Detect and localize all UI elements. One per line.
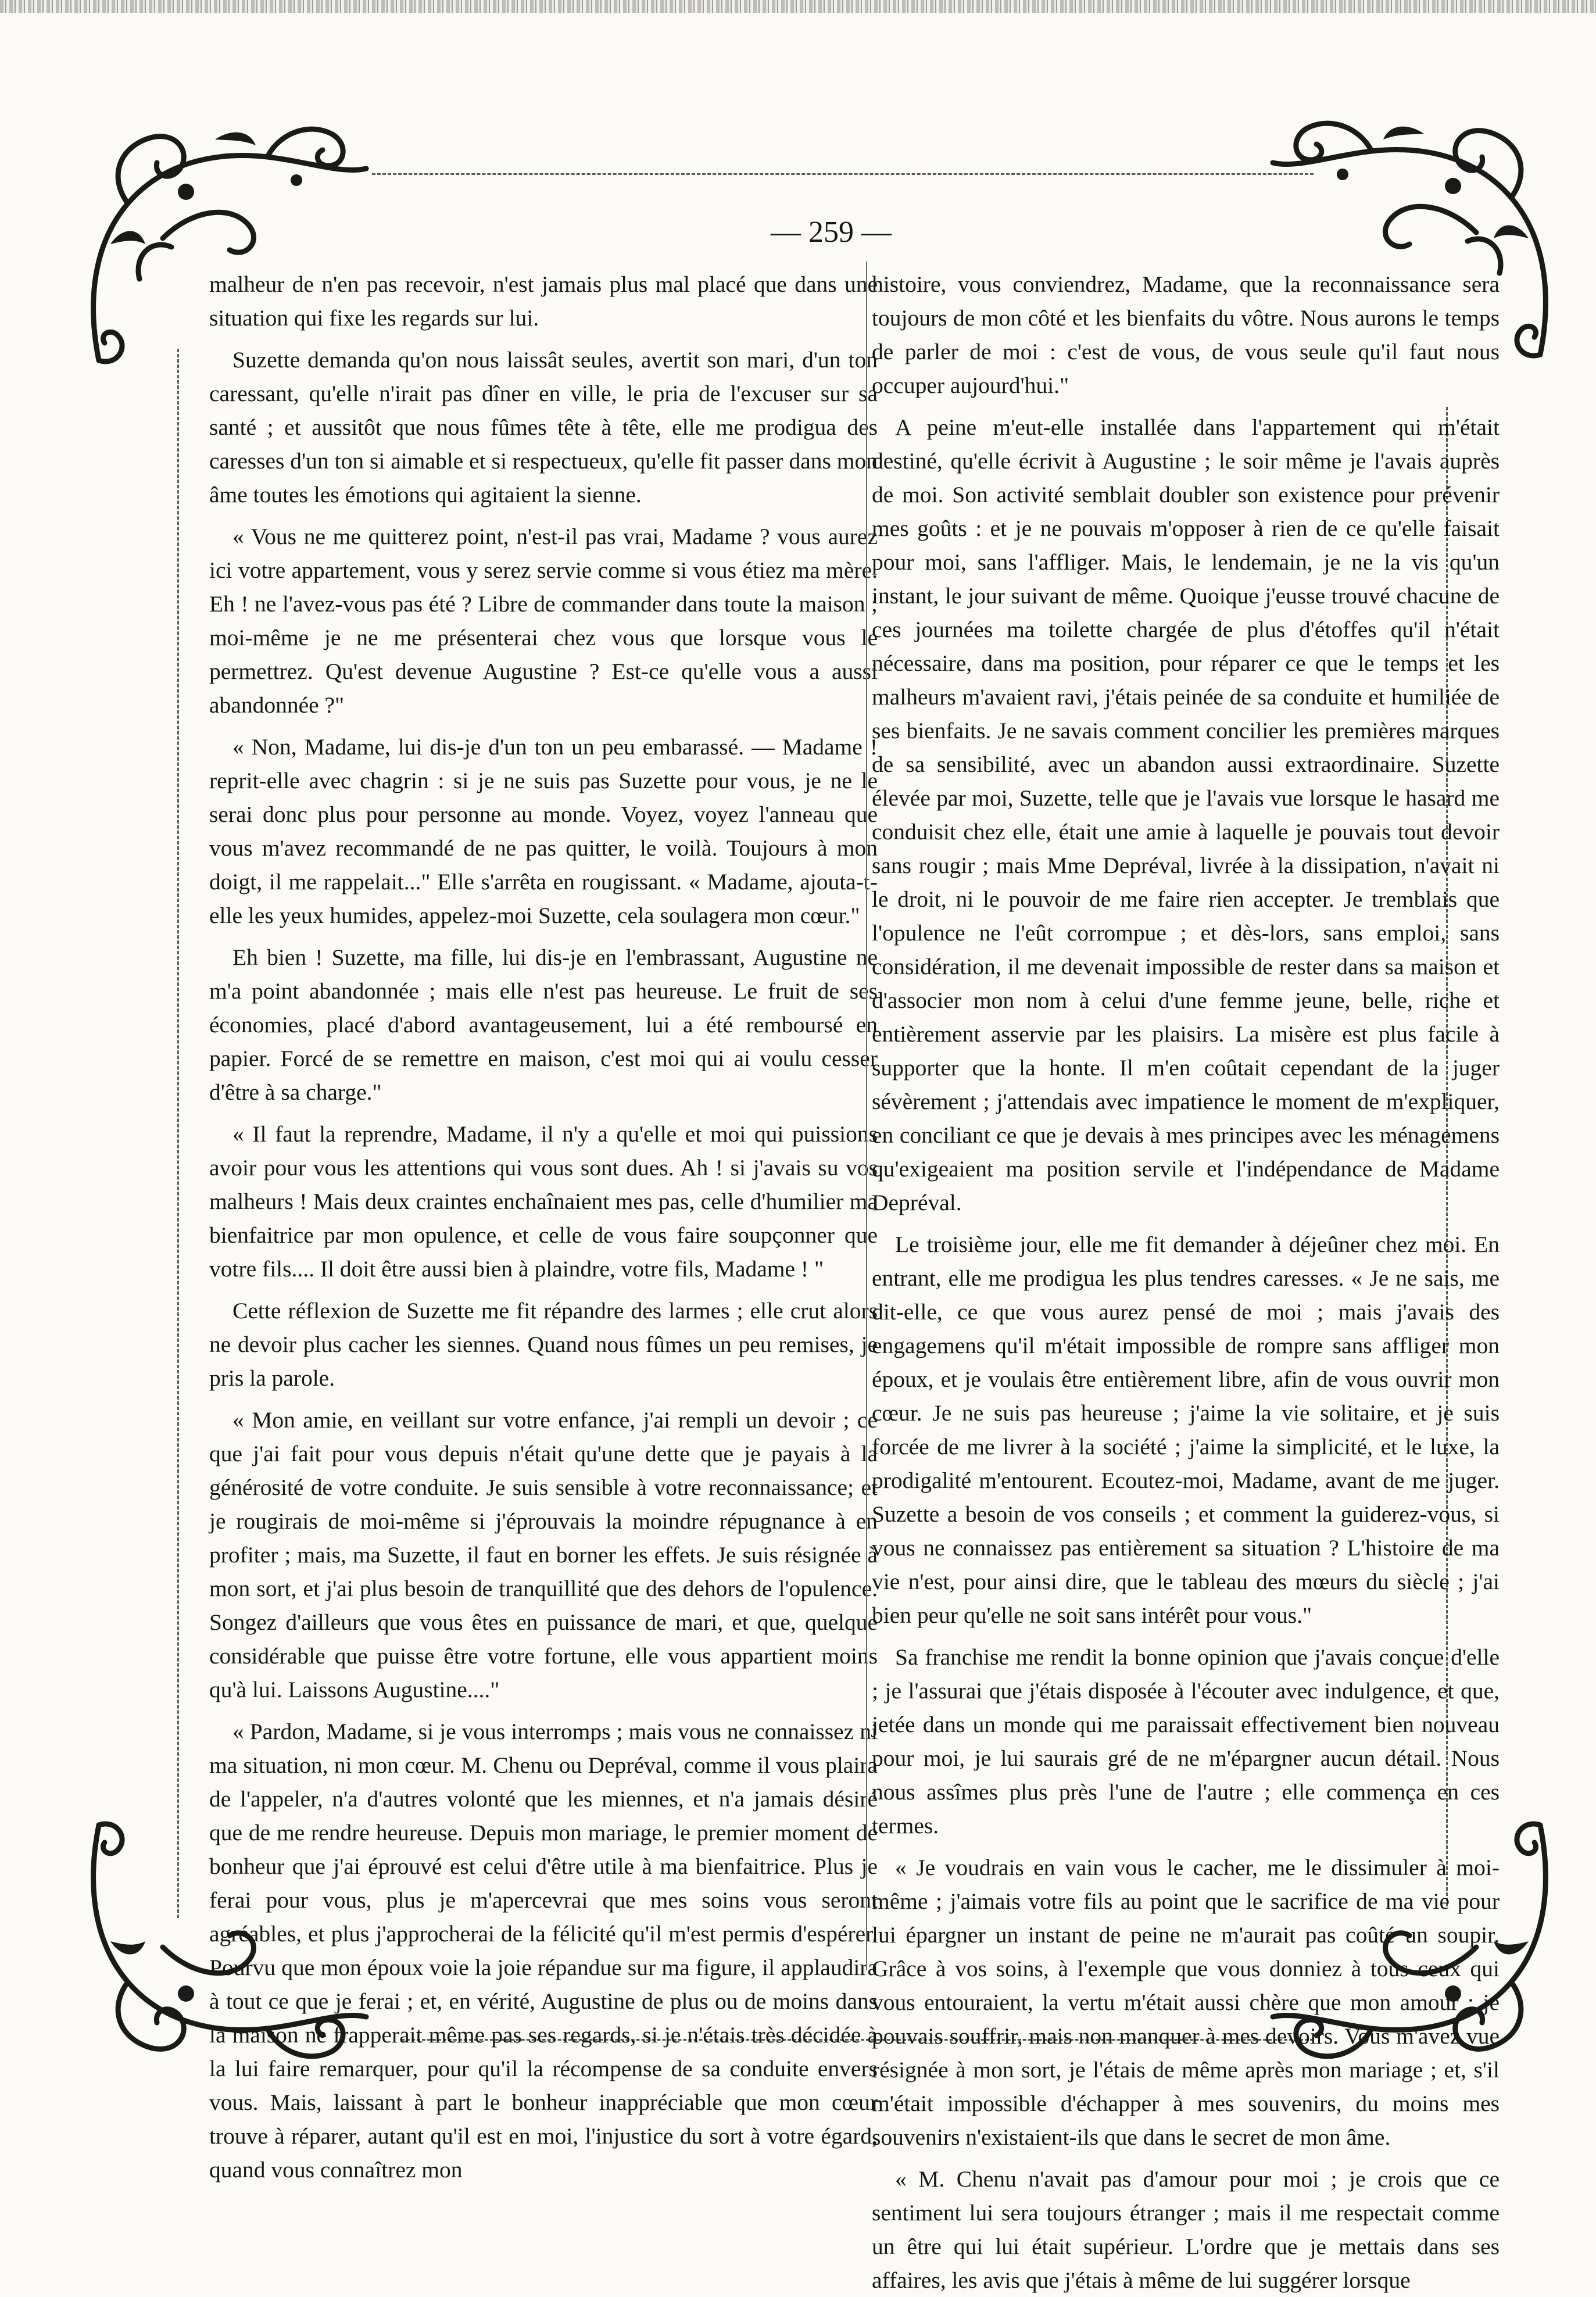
paragraph: « Je voudrais en vain vous le cacher, me le dissimuler à moi-même ; j'aimais votre fils au point que le sacrifice de ma vie pour lui épargner un instant de peine ne m'aurait pas coûté un soupir. Grâce à vos soins, à l'exemple que vous donniez à tous ceux qui vous entouraient, la vertu m'était aussi chère que mon amour ; je pouvais souffrir, mais non manquer à mes devoirs. Vous m'avez vue résignée à mon sort, je l'étais de même après mon mariage ; et, s'il m'était impossible d'échapper à mes souvenirs, du moins mes souvenirs n'existaient-ils que dans le secret de mon âme.: [872, 1855, 1500, 2150]
column-divider: [866, 262, 867, 1970]
paragraph: Le troisième jour, elle me fit demander à déjeûner chez moi. En entrant, elle me prodigua les plus tendres caresses. « Je ne sais, me dit-elle, ce que vous aurez pensé de moi ; mais j'avais des engagemens qu'il m'était impossible de rompre sans affliger mon époux, et je voulais être entièrement libre, afin de vous ouvrir mon cœur. Je ne suis pas heureuse ; j'aime la vie solitaire, et je suis forcée de me livrer à la société ; j'aime la simplicité, et le luxe, la prodigalité m'entourent. Ecoutez-moi, Madame, avant de me juger. Suzette a besoin de vos conseils ; et comment la guiderez-vous, si vous ne connaissez pas entièrement sa situation ? L'histoire de ma vie n'est, pour ainsi dire, que le tableau des mœurs du siècle ; j'ai bien peur qu'elle ne soit sans intérêt pour vous.": [872, 1232, 1500, 1628]
frame-top-line: [372, 173, 1314, 175]
frame-left-line: [177, 349, 179, 1918]
right-text-column: [872, 267, 1500, 2293]
paragraph: Sa franchise me rendit la bonne opinion que j'avais conçue d'elle ; je l'assurai que j'étais disposée à l'écouter avec indulgence, et que, jetée dans un monde qui me paraissait effectivement bien nouveau pour moi, je lui saurais gré de ne m'épargner aucun détail. Nous nous assîmes plus près l'une de l'autre ; elle commença en ces termes.: [872, 1644, 1500, 1838]
left-text-column: [209, 267, 878, 2182]
paragraph: « Non, Madame, lui dis-je d'un ton un peu embarassé. — Madame ! reprit-elle avec chagrin : si je ne suis pas Suzette pour vous, je ne le serai donc plus pour personne au monde. Voyez, voyez l'anneau que vous m'avez recommandé de ne pas quitter, le voilà. Toujours à mon doigt, il me rappelait..." Elle s'arrêta en rougissant. « Madame, ajouta-t-elle les yeux humides, appelez-moi Suzette, cela soulagera mon cœur.": [209, 734, 878, 928]
paragraph: Eh bien ! Suzette, ma fille, lui dis-je en l'embrassant, Augustine ne m'a point abandonnée ; mais elle n'est pas heureuse. Le fruit de ses économies, placé d'abord avantageusement, lui a été remboursé en papier. Forcé de se remettre en maison, c'est moi qui ai voulu cesser d'être à sa charge.": [209, 944, 878, 1105]
top-border-rule: [0, 0, 1596, 13]
paragraph: « Vous ne me quitterez point, n'est-il pas vrai, Madame ? vous aurez ici votre appartement, vous y serez servie comme si vous étiez ma mère. Eh ! ne l'avez-vous pas été ? Libre de commander dans toute la maison ; moi-même je ne me présenterai chez vous que lorsque vous le permettrez. Qu'est devenue Augustine ? Est-ce qu'elle vous a aussi abandonnée ?": [209, 524, 878, 718]
paragraph: Suzette demanda qu'on nous laissât seules, avertit son mari, d'un ton caressant, qu'elle n'irait pas dîner en ville, le pria de l'excuser sur sa santé ; et aussitôt que nous fûmes tête à tête, elle me prodigua des caresses d'un ton si aimable et si respectueux, qu'elle fit passer dans mon âme toutes les émotions qui agitaient la sienne.: [209, 347, 878, 507]
paragraph: malheur de n'en pas recevoir, n'est jamais plus mal placé que dans une situation qui fixe les regards sur lui.: [209, 271, 878, 331]
page-number: — 259 —: [771, 216, 892, 249]
paragraph: A peine m'eut-elle installée dans l'appartement qui m'était destiné, qu'elle écrivit à Augustine ; le soir même je l'avais auprès de moi. Son activité semblait doubler son existence pour prévenir mes goûts : et je ne pouvais m'opposer à rien de ce qu'elle faisait pour moi, sans l'affliger. Mais, le lendemain, je ne la vis qu'un instant, le jour suivant de même. Quoique j'eusse trouvé chacune de ces journées ma toilette chargée de plus d'étoffes qu'il n'était nécessaire, dans ma position, pour réparer ce que le temps et les malheurs m'avaient ravi, j'étais peinée de sa conduite et humiliée de ses bienfaits. Je ne savais comment concilier les premières marques de sa sensibilité, avec un abandon aussi extraordinaire. Suzette élevée par moi, Suzette, telle que je l'avais vue lorsque le hasard me conduisit chez elle, était une amie à laquelle je pouvais tout devoir sans rougir ; mais Mme Depréval, livrée à la dissipation, n'avait ni le droit, ni le pouvoir de me faire rien accepter. Je tremblais que l'opulence ne l'eût corrompue ; et dès-lors, sans emploi, sans considération, il me devenait impossible de rester dans sa maison et d'associer mon nom à celui d'une femme jeune, belle, riche et entièrement asservie par les plaisirs. La misère est plus facile à supporter que la honte. Il m'en coûtait cependant de la juger sévèrement ; j'attendais avec impatience le moment de m'expliquer, en conciliant ce que je devais à mes principes avec les ménagemens qu'exigeaient ma position servile et l'indépendance de Madame Depréval.: [872, 414, 1500, 1215]
paragraph: Cette réflexion de Suzette me fit répandre des larmes ; elle crut alors ne devoir plus cacher les siennes. Quand nous fûmes un peu remises, je pris la parole.: [209, 1298, 878, 1391]
paragraph: « M. Chenu n'avait pas d'amour pour moi ; je crois que ce sentiment lui sera toujours étranger ; mais il me respectait comme un être qui lui était supérieur. L'ordre que je mettais dans ses affaires, les avis que j'étais à même de lui suggérer lorsque: [872, 2166, 1500, 2293]
paragraph: « Il faut la reprendre, Madame, il n'y a qu'elle et moi qui puissions avoir pour vous les attentions qui vous sont dues. Ah ! si j'avais su vos malheurs ! Mais deux craintes enchaînaient mes pas, celle d'humilier ma bienfaitrice par mon opulence, et celle de vous faire soupçonner que votre fils.... Il doit être aussi bien à plaindre, votre fils, Madame ! ": [209, 1121, 878, 1282]
paragraph: « Mon amie, en veillant sur votre enfance, j'ai rempli un devoir ; ce que j'ai fait pour vous depuis n'était qu'une dette que je payais à la générosité de votre conduite. Je suis sensible à votre reconnaissance; et je rougirais de moi-même si j'éprouvais la moindre répugnance à en profiter ; mais, ma Suzette, il faut en borner les effets. Je suis résignée à mon sort, et j'ai plus besoin de tranquillité que des dehors de l'opulence. Songez d'ailleurs que vous êtes en puissance de mari, et que, quelque considérable que puisse être votre fortune, elle vous appartient moins qu'à lui. Laissons Augustine....": [209, 1407, 878, 1702]
paragraph: histoire, vous conviendrez, Madame, que la reconnaissance sera toujours de mon côté et les bienfaits du vôtre. Nous aurons le temps de parler de moi : c'est de vous, de vous seule qu'il faut nous occuper aujourd'hui.": [872, 271, 1500, 398]
paragraph: « Pardon, Madame, si je vous interromps ; mais vous ne connaissez ni ma situation, ni mon cœur. M. Chenu ou Depréval, comme il vous plaira de l'appeler, n'a d'autres volonté que les miennes, et n'a jamais désiré que de me rendre heureuse. Depuis mon mariage, le premier moment de bonheur que j'ai éprouvé est celui d'être utile à ma bienfaitrice. Plus je ferai pour vous, plus je m'apercevrai que mes soins vous seront agréables, et plus j'approcherai de la félicité qu'il m'est permis d'espérer. Pourvu que mon époux voie la joie répandue sur ma figure, il applaudira à tout ce que je ferai ; et, en vérité, Augustine de plus ou de moins dans la maison ne frapperait même pas ses regards, si je n'étais très décidée à la lui faire remarquer, pour qu'il la récompense de sa conduite envers vous. Mais, laissant à part le bonheur inappréciable que mon cœur trouve à réparer, autant qu'il est en moi, l'injustice du sort à votre égard, quand vous connaîtrez mon: [209, 1719, 878, 2182]
